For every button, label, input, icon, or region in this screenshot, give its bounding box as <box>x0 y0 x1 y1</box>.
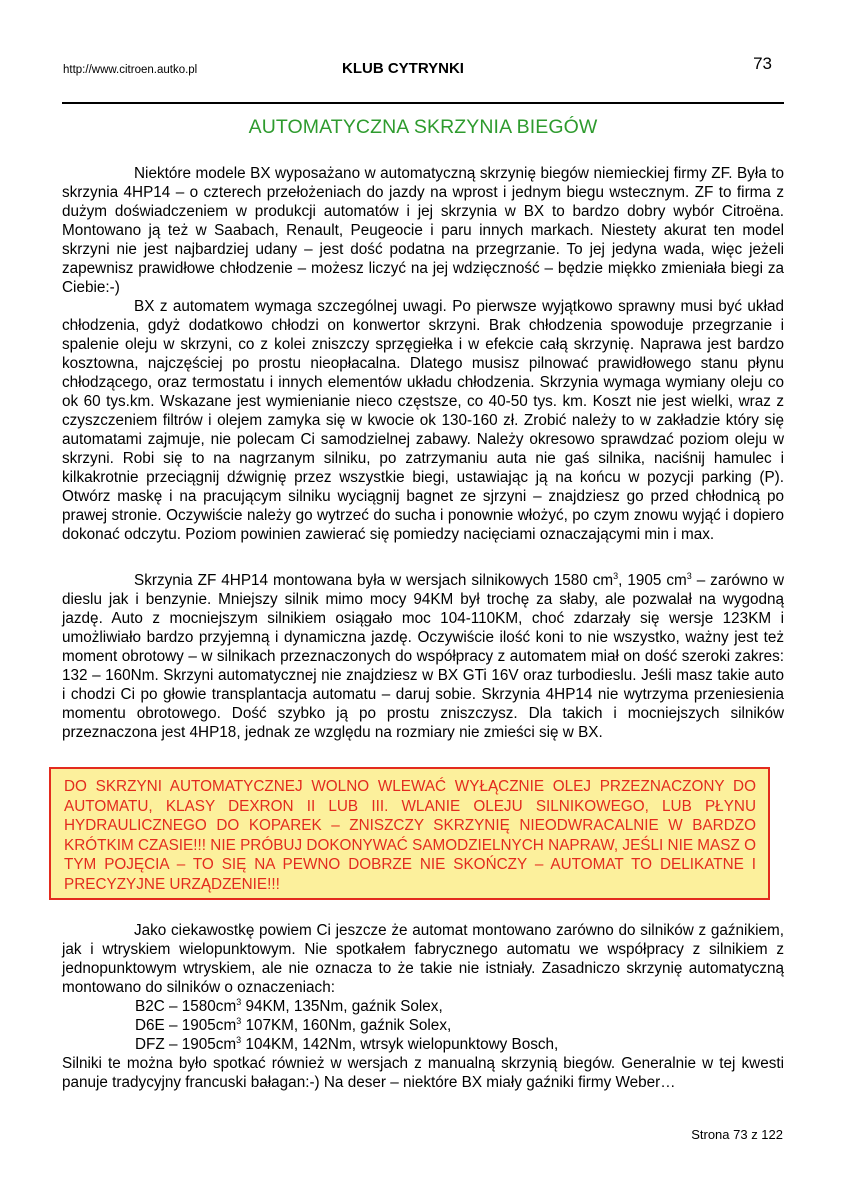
section-engines <box>62 571 784 742</box>
engine-item <box>135 1016 784 1035</box>
superscript: 3 <box>236 996 242 1007</box>
paragraph: Silniki te można było spotkać również w wersjach z manualną skrzynią biegów. Generalnie w tej kwesti panuje tradycyjny francuski bałagan:-) Na deser – niektóre BX miały gaźniki firmy Weber… <box>62 1055 784 1091</box>
header-url: http://www.citroen.autko.pl <box>63 64 198 76</box>
page-title: AUTOMATYCZNA SKRZYNIA BIEGÓW <box>248 116 598 138</box>
text-span: – zarówno w dieslu jak i benzynie. Mniejszy silnik mimo mocy 94KM był trochę za słaby, ale pozwalał na wygodną jazdę. Auto z mocniejszym silnikiem osiągało moc 104-110KM, choć zdarzały się wersje 123KM i umożliwiało bardzo przyjemną i dynamiczna jazdę. Oczywiście ilość koni to nie wszystko, ważny jest też moment obrotowy – w silnikach przeznaczonych do współpracy z automatem miał on dość szeroki zakres: 132 – 160Nm. Skrzyni automatycznej nie znajdziesz w BX GTi 16V oraz turbodieslu. Jeśli masz takie auto i chodzi Ci po głowie transplantacja automatu – daruj sobie. Skrzynia 4HP14 nie wytrzyma przeniesienia momentu obrotowego. Dość szybko ją po prostu zniszczysz. Dla takich i mocniejszych silników przeznaczona jest 4HP18, jednak ze względu na rozmiary nie zmieści się w BX. <box>62 572 785 741</box>
engine-code: D6E – 1905cm <box>135 1017 237 1034</box>
paragraph <box>62 571 784 742</box>
page-footer: Strona 73 z 122 <box>691 1127 783 1142</box>
engine-code: DFZ – 1905cm <box>135 1036 237 1053</box>
superscript: 3 <box>686 570 692 581</box>
section-curiosity <box>62 921 784 1092</box>
engine-code: B2C – 1580cm <box>135 998 237 1015</box>
engine-spec: 107KM, 160Nm, gaźnik Solex, <box>241 1017 452 1034</box>
header-title: KLUB CYTRYNKI <box>342 60 464 77</box>
engine-item <box>135 1035 784 1054</box>
section-intro <box>62 164 784 544</box>
superscript: 3 <box>236 1034 242 1045</box>
warning-box: DO SKRZYNI AUTOMATYCZNEJ WOLNO WLEWAĆ WYŁĄCZNIE OLEJ PRZEZNACZONY DO AUTOMATU, KLASY DEXRON II LUB III. WLANIE OLEJU SILNIKOWEGO, LUB PŁYNU HYDRAULICZNEGO DO KOPAREK – ZNISZCZY SKRZYNIĘ NIEODWRACALNIE W BARDZO KRÓTKIM CZASIE!!! NIE PRÓBUJ DOKONYWAĆ SAMODZIELNYCH NAPRAW, JEŚLI NIE MASZ O TYM POJĘCIA – TO SIĘ NA PEWNO DOBRZE NIE SKOŃCZY – AUTOMAT TO DELIKATNE I PRECYZYJNE URZĄDZENIE!!! <box>49 767 770 900</box>
page-header <box>62 50 784 104</box>
engine-spec: 104KM, 142Nm, wtrsyk wielopunktowy Bosch, <box>241 1036 559 1053</box>
superscript: 3 <box>613 570 619 581</box>
paragraph: Niektóre modele BX wyposażano w automatyczną skrzynię biegów niemieckiej firmy ZF. Była to skrzynia 4HP14 – o czterech przełożeniach do jazdy na wprost i jednym biegu wstecznym. ZF to firma z dużym doświadczeniem w produkcji automatów i jej skrzynia w BX to bardzo dobry wybór Citroëna. Montowano ją też w Saabach, Renault, Peugeocie i paru innych markach. Niestety akurat ten model skrzyni nie jest najbardziej udany – jest dość podatna na przegrzanie. To jej jedyna wada, więc jeżeli zapewnisz prawidłowe chłodzenie – możesz liczyć na jej wdzięczność – będzie miękko zmieniała biegi za Ciebie:-) <box>62 165 784 296</box>
engine-item <box>135 997 784 1016</box>
engine-spec: 94KM, 135Nm, gaźnik Solex, <box>241 998 443 1015</box>
text-span: Skrzynia ZF 4HP14 montowana była w wersjach silnikowych 1580 cm <box>134 572 614 589</box>
header-page-number: 73 <box>753 54 772 73</box>
paragraph: BX z automatem wymaga szczególnej uwagi. Po pierwsze wyjątkowo sprawny musi być układ chłodzenia, gdyż dodatkowo chłodzi on konwertor skrzyni. Brak chłodzenia spowoduje przegrzanie i spalenie oleju w skrzyni, co z kolei zniszczy sprzęgiełka i w efekcie całą skrzynię. Naprawa jest bardzo kosztowna, najczęściej po prostu nieopłacalna. Dlatego musisz pilnować prawidłowego stanu płynu chłodzącego, oraz termostatu i innych elementów układu chłodzenia. Skrzynia wymaga wymiany oleju co ok 60 tys.km. Wskazane jest wymienianie nieco częstsze, co 40-50 tys. km. Koszt nie jest wielki, wraz z czyszczeniem filtrów i olejem zamyka się w kwocie ok 130-160 zł. Zrobić należy to w zakładzie który się automatami zajmuje, nie polecam Ci samodzielnej zabawy. Należy okresowo sprawdzać poziom oleju w skrzyni. Robi się to na nagrzanym silniku, po zatrzymaniu auta nie gaś silnika, naciśnij hamulec i kilkakrotnie przeciągnij dźwignię przez wszystkie biegi, ustawiając ją na końcu w pozycji parking (P). Otwórz maskę i na pracującym silniku wyciągnij bagnet ze sjrzyni – znajdziesz go przed chłodnicą po prawej stronie. Oczywiście należy go wytrzeć do sucha i ponownie włożyć, po czym znowu wyjąć i dopiero dokonać odczytu. Poziom powinien zawierać się pomiedzy nacięciami oznaczającymi min i max. <box>62 298 784 543</box>
superscript: 3 <box>236 1015 242 1026</box>
text-span: , 1905 cm <box>618 572 687 589</box>
paragraph: Jako ciekawostkę powiem Ci jeszcze że automat montowano zarówno do silników z gaźnikiem, jak i wtryskiem wielopunktowym. Nie spotkałem fabrycznego automatu we współpracy z silnikiem z jednopunktowym wtryskiem, ale nie oznacza to że takie nie istniały. Zasadniczo skrzynię automatyczną montowano do silników o oznaczeniach: <box>62 922 784 996</box>
